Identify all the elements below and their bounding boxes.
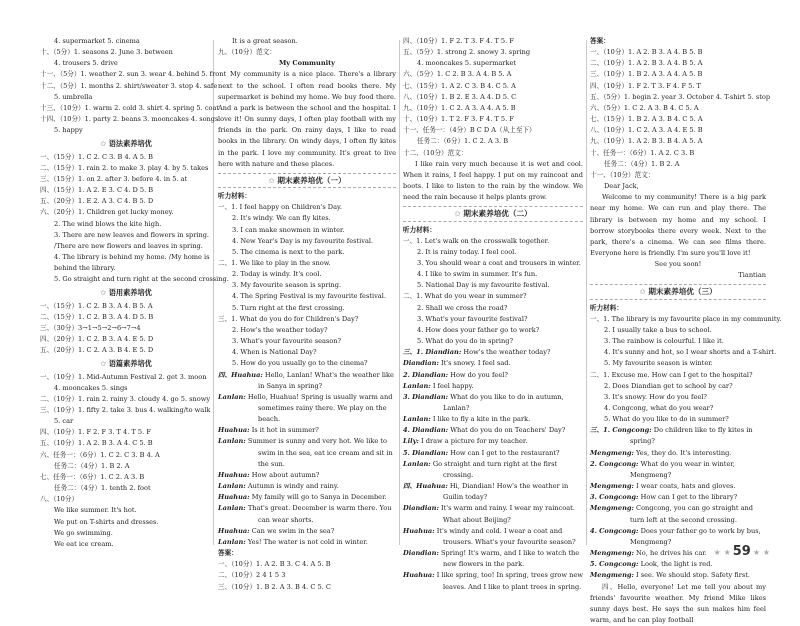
answer-line: 一、（10分）1. A 2. B 3. C 4. A 5. B <box>218 559 396 570</box>
script-line: 4. It's sunny and hot, so I wear shorts and a T-shirt. <box>590 347 766 358</box>
script-line: 5. How do you usually go to the cinema? <box>218 358 396 369</box>
answer-line: We put on T-shirts and dresses. <box>40 517 212 528</box>
dialogue-line: Lily: I draw a picture for my teacher. <box>403 436 583 447</box>
dialogue-line: 3. Diandian: What do you like to do in autumn, Lanlan? <box>403 392 583 414</box>
section-title-final-3: ✩ 期末素养培优（三） <box>590 284 766 299</box>
script-line: 3. It's snowy. How do you feel? <box>590 392 766 403</box>
dialogue-line: Huahua: My family will go to Sanya in December. <box>218 492 396 503</box>
script-line: 5. Turn right at the first crossing. <box>218 303 396 314</box>
essay-body: My community is a nice place. There's a library next to the school. I often read books there. My supermarket is behind my home. We buy food there. And a park is between the school and the hospital. I love it! On sunny days, I often play football with my friends in the park. On rainy days, I like to read books in the library. On windy days, I often fly kites in the park. I love my community. It's great to live here with nature and these places. <box>218 69 396 169</box>
answer-line: 任务二：（4分）1. tenth 2. foot <box>40 483 212 494</box>
column-3 <box>403 36 583 593</box>
dialogue-line: Mengmeng: I wear coats, hats and gloves. <box>590 481 766 492</box>
answer-line: 十一、任务一：（4分）B C D A（从上至下） <box>403 125 583 136</box>
answers-label: 答案： <box>590 36 766 47</box>
script-line: 2. Does Diandian get to school by car? <box>590 381 766 392</box>
answer-line: 四、（10分）1. F 2. T 3. F 4. T 5. F <box>403 36 583 47</box>
answer-line: 5. umbrella <box>40 92 212 103</box>
script-line: 2. How's the weather today? <box>218 325 396 336</box>
answer-line: 五、（20分）1. E 2. A 3. C 4. B 5. D <box>40 196 212 207</box>
dialogue-line: Lanlan: I feel happy. <box>403 381 583 392</box>
dialogue-line: Lanlan: Summer is sunny and very hot. We like to swim in the sea, eat ice cream and sit in the sun. <box>218 436 396 469</box>
answer-line: 4. mooncakes 5. supermarket <box>403 58 583 69</box>
column-1 <box>40 36 212 550</box>
dialogue-line: Mengmeng: Congcong, you can go straight and turn left at the second crossing. <box>590 503 766 525</box>
script-line: 二、1. What do you wear in summer? <box>403 291 583 302</box>
script-line: 二、1. Excuse me. How can I get to the hospital? <box>590 370 766 381</box>
dialogue-line: Huahua: It's windy and cold. I wear a coat and trousers. What's your favourite season? <box>403 526 583 548</box>
script-line: 5. What do you do in spring? <box>403 336 583 347</box>
script-line: 4. Congcong, what do you wear? <box>590 403 766 414</box>
script-line: 5. What do you like to do in summer? <box>590 414 766 425</box>
dialogue-line: Huahua: How about autumn? <box>218 470 396 481</box>
script-line: 2. I usually take a bus to school. <box>590 325 766 336</box>
answer-line: We eat ice cream. <box>40 539 212 550</box>
script-paragraph: 四、Hello, everyone! Let me tell you about my friends' favourite weather. My friend Mike likes sunny days best. He says the sun makes him feel warm, and he can play football <box>590 582 766 626</box>
answer-line: 十二、（5分）1. months 2. shirt/sweater 3. stop 4. safe <box>40 81 212 92</box>
answer-line: 九、（10分）范文： <box>218 47 396 58</box>
answer-line: 六、（20分）1. Children get lucky money. <box>40 207 212 218</box>
section-title-final-2: ✩ 期末素养培优（二） <box>403 206 583 221</box>
dialogue-line: Lanlan: Go straight and turn right at the first crossing. <box>403 459 583 481</box>
answer-line: 十、（5分）1. seasons 2. June 3. between <box>40 47 212 58</box>
answer-line: 二、（15分）1. rain 2. to make 3. play 4. by 5. takes <box>40 163 212 174</box>
script-line: 4. New Year's Day is my favourite festival. <box>218 236 396 247</box>
answer-line: 二、（10分）2 4 1 5 3 <box>218 570 396 581</box>
answer-line: 九、（10分）1. C 2. A 3. A 4. A 5. B <box>403 103 583 114</box>
dialogue-line: Lanlan: Hello, Huahua! Spring is usually warm and sometimes rainy there. We play on the beach. <box>218 392 396 425</box>
dialogue-line: Diandian: It's snowy. I feel sad. <box>403 358 583 369</box>
answer-line: 二、（10分）1. A 2. B 3. A 4. B 5. A <box>590 58 766 69</box>
letter-body: Welcome to my community! There is a big park near my home. We can run and play there. The library is between my home and my school. I borrow storybooks there every week. Next to the park, there's a cinema. We can see films there. Everyone here is friendly. I'm sure you'll love it! <box>590 192 766 259</box>
answer-line: 三、（10分）1. B 2. A 3. B 4. C 5. C <box>218 582 396 593</box>
listening-material-label: 听力材料： <box>403 225 583 236</box>
answer-line: We like summer. It's hot. <box>40 505 212 516</box>
answer-line: 一、（10分）1. A 2. B 3. A 4. B 5. B <box>590 47 766 58</box>
essay-body: I like rain very much because it is wet and cool. When it rains, I feel happy. I put on my raincoat and boots. I like to listen to the rain by the window. We need the rain because it helps plants grow. <box>403 159 583 204</box>
answer-line: 三、（30分）3→1→5→2→6→7→4 <box>40 323 212 334</box>
answer-line: 五、（20分）1. C 2. A 3. B 4. E 5. D <box>40 345 212 356</box>
answer-line: 任务二：（4分）1. B 2. A <box>590 159 766 170</box>
script-line: 三、1. What do you do for Children's Day? <box>218 314 396 325</box>
script-line: 3. The rainbow is colourful. I like it. <box>590 336 766 347</box>
letter-signature: Tiantian <box>590 270 766 281</box>
answer-line: 五、（5分）1. strong 2. snowy 3. spring <box>403 47 583 58</box>
answer-line: 四、（15分）1. A 2. E 3. C 4. D 5. B <box>40 185 212 196</box>
script-line: 一、1. The library is my favourite place in my community. <box>590 314 766 325</box>
listening-material-label: 听力材料： <box>590 303 766 314</box>
script-line: 5. My favourite season is winter. <box>590 358 766 369</box>
answer-line: 四、（10分）1. F 2. F 3. T 4. T 5. F <box>40 427 212 438</box>
script-line: 5. National Day is my favourite festival. <box>403 280 583 291</box>
answer-line: 十三、（10分）1. warm 2. cold 3. shirt 4. spring 5. coat <box>40 103 212 114</box>
script-line: 2. It's windy. We can fly kites. <box>218 213 396 224</box>
script-line: 3. I can make snowmen in winter. <box>218 225 396 236</box>
answer-line: 四、（20分）1. C 2. B 3. A 4. E 5. D <box>40 334 212 345</box>
answer-line: 十二、（10分）范文： <box>403 148 583 159</box>
answer-line: 5. car <box>40 416 212 427</box>
answer-line: It is a great season. <box>218 36 396 47</box>
answer-line: 七、（15分）1. B 2. A 3. B 4. C 5. A <box>590 114 766 125</box>
column-divider <box>399 40 400 545</box>
letter-closing: See you soon! <box>590 259 766 270</box>
column-2 <box>218 36 396 593</box>
answer-line: 4. supermarket 5. cinema <box>40 36 212 47</box>
answer-line: 十、（10分）1. T 2. F 3. F 4. T 5. F <box>403 114 583 125</box>
section-title-chapter: ✩ 语篇素养培优 <box>40 358 212 369</box>
dialogue-line: 四、Huahua: Hi, Diandian! How's the weather in Guilin today? <box>403 481 583 503</box>
listening-material-label: 听力材料： <box>218 191 396 202</box>
answer-line: 二、（10分）1. rain 2. rainy 3. cloudy 4. go 5. snowy <box>40 394 212 405</box>
dialogue-line: Huahua: I like spring, too! In spring, trees grow new leaves. And I like to plant trees in spring. <box>403 570 583 592</box>
dialogue-line: 3. Congcong: How can I get to the library? <box>590 492 766 503</box>
answer-line: 5. Go straight and turn right at the second crossing. <box>40 274 212 285</box>
decorative-stars-icon: ★ ★ <box>714 548 731 557</box>
dialogue-line: 4. Congcong: Does your father go to work by bus, Mengmeng? <box>590 526 766 548</box>
answers-label: 答案： <box>218 548 396 559</box>
answer-line: 3. There are new leaves and flowers in spring. /There are new flowers and leaves in spring. <box>40 230 212 252</box>
section-title-grammar: ✩ 语法素养培优 <box>40 138 212 149</box>
decorative-stars-icon: ★ ★ <box>753 548 770 557</box>
script-line: 3. What's your favourite season? <box>218 336 396 347</box>
answer-line: 2. The wind blows the kite high. <box>40 219 212 230</box>
section-title-usage: ✩ 语用素养培优 <box>40 287 212 298</box>
script-line: 4. When is National Day? <box>218 347 396 358</box>
dialogue-line: Mengmeng: I see. We should stop. Safety first. <box>590 570 766 581</box>
dialogue-line: Lanlan: I like to fly a kite in the park. <box>403 414 583 425</box>
script-line: 4. I like to swim in summer. It's fun. <box>403 269 583 280</box>
answer-line: 五、（10分）1. A 2. B 3. A 4. C 5. B <box>40 438 212 449</box>
script-line: 5. The cinema is next to the park. <box>218 247 396 258</box>
script-line: 2. Shall we cross the road? <box>403 303 583 314</box>
answer-line: 六、任务一：（6分）1. C 2. C 3. B 4. A <box>40 450 212 461</box>
section-title-final-1: ✩ 期末素养培优（一） <box>218 173 396 188</box>
answer-line: 八、（10分）1. B 2. E 3. A 4. D 5. C <box>403 92 583 103</box>
answer-line: 八、（10分）1. C 2. A 3. A 4. E 5. B <box>590 125 766 136</box>
dialogue-line: Lanlan: Yes! The water is not cold in winter. <box>218 537 396 548</box>
answer-line: 三、（10分）1. fifty 2. take 3. bus 4. walking/to walk <box>40 405 212 416</box>
answer-line: 五、（5分）1. begin 2. year 3. October 4. T-shirt 5. stop <box>590 92 766 103</box>
answer-line: 八、（10分） <box>40 494 212 505</box>
answer-line: 任务二：（4分）1. B 2. A <box>40 461 212 472</box>
dialogue-line: Huahua: Is it hot in summer? <box>218 425 396 436</box>
answer-line: 5. happy <box>40 125 212 136</box>
dialogue-line: 三、1. Diandian: How's the weather today? <box>403 347 583 358</box>
dialogue-line: Huahua: Can we swim in the sea? <box>218 526 396 537</box>
dialogue-line: Lanlan: That's great. December is warm there. You can wear shorts. <box>218 503 396 525</box>
dialogue-line: 4. Diandian: What do you do on Teachers' Day? <box>403 425 583 436</box>
answer-line: 六、（5分）1. C 2. A 3. B 4. C 5. A <box>590 103 766 114</box>
answer-line: 4. The library is behind my home. /My home is behind the library. <box>40 252 212 274</box>
script-line: 3. What's your favourite festival? <box>403 314 583 325</box>
script-line: 3. You should wear a coat and trousers in winter. <box>403 258 583 269</box>
dialogue-line: Mengmeng: No, he drives his car. <box>590 548 766 559</box>
answer-line: 4. trousers 5. drive <box>40 58 212 69</box>
dialogue-line: 三、1. Congcong: Do children like to fly kites in spring? <box>590 425 766 447</box>
dialogue-line: 5. Diandian: How can I get to the restaurant? <box>403 448 583 459</box>
script-line: 4. The Spring Festival is my favourite festival. <box>218 291 396 302</box>
dialogue-line: 2. Diandian: How do you feel? <box>403 370 583 381</box>
letter-greeting: Dear Jack, <box>590 181 766 192</box>
answer-line: 三、（10分）1. B 2. A 3. A 4. A 5. B <box>590 69 766 80</box>
answer-line: 四、（10分）1. F 2. T 3. F 4. F 5. T <box>590 81 766 92</box>
dialogue-line: 四、Huahua: Hello, Lanlan! What's the weather like in Sanya in spring? <box>218 370 396 392</box>
script-line: 2. Today is windy. It's cool. <box>218 269 396 280</box>
answer-line: 九、（10分）1. A 2. B 3. B 4. A 5. A <box>590 136 766 147</box>
essay-title: My Community <box>218 58 396 69</box>
answer-line: 一、（15分）1. C 2. C 3. B 4. A 5. B <box>40 152 212 163</box>
answer-line: 任务二：（6分）1. C 2. A 3. B <box>403 136 583 147</box>
answer-line: 一、（10分）1. Mid-Autumn Festival 2. get 3. moon <box>40 372 212 383</box>
answer-line: 七、（15分）1. A 2. C 3. B 4. C 5. A <box>403 81 583 92</box>
script-line: 一、1. I feel happy on Children's Day. <box>218 202 396 213</box>
answer-line: 二、（15分）1. C 2. B 3. A 4. D 5. B <box>40 312 212 323</box>
answer-line: 十一、（5分）1. weather 2. sun 3. wear 4. behind 5. front <box>40 69 212 80</box>
answer-line: 三、（15分）1. on 2. after 3. before 4. in 5. at <box>40 174 212 185</box>
column-4 <box>590 36 766 626</box>
script-line: 二、1. We like to play in the snow. <box>218 258 396 269</box>
column-divider <box>586 40 587 545</box>
answer-line: 七、任务一：（6分）1. C 2. A 3. B <box>40 472 212 483</box>
dialogue-line: Diandian: Spring! It's warm, and I like to watch the new flowers in the park. <box>403 548 583 570</box>
script-line: 4. How does your father go to work? <box>403 325 583 336</box>
dialogue-line: 2. Congcong: What do you wear in winter, Mengmeng? <box>590 459 766 481</box>
script-line: 一、1. Let's walk on the crosswalk together. <box>403 236 583 247</box>
answer-line: 一、（15分）1. C 2. B 3. A 4. B 5. A <box>40 301 212 312</box>
answer-line: 4. mooncakes 5. sings <box>40 383 212 394</box>
page-number: ★ ★ 59 ★ ★ <box>714 544 770 559</box>
answer-line: 六、（5分）1. C 2. B 3. A 4. B 5. A <box>403 69 583 80</box>
dialogue-line: Mengmeng: Yes, they do. It's interesting. <box>590 448 766 459</box>
answer-line: We go swimming. <box>40 528 212 539</box>
script-line: 3. My favourite season is spring. <box>218 280 396 291</box>
dialogue-line: 5. Congcong: Look, the light is red. <box>590 559 766 570</box>
dialogue-line: Lanlan: Autumn is windy and rainy. <box>218 481 396 492</box>
answer-line: 十、任务一：（6分）1. A 2. C 3. B <box>590 148 766 159</box>
dialogue-line: Diandian: It's warm and rainy. I wear my raincoat. What about Beijing? <box>403 503 583 525</box>
script-line: 2. It is rainy today. I feel cool. <box>403 247 583 258</box>
answer-line: 十一、（10分）范文： <box>590 170 766 181</box>
answer-line: 十四、（10分）1. party 2. beans 3. mooncakes 4. songs <box>40 114 212 125</box>
